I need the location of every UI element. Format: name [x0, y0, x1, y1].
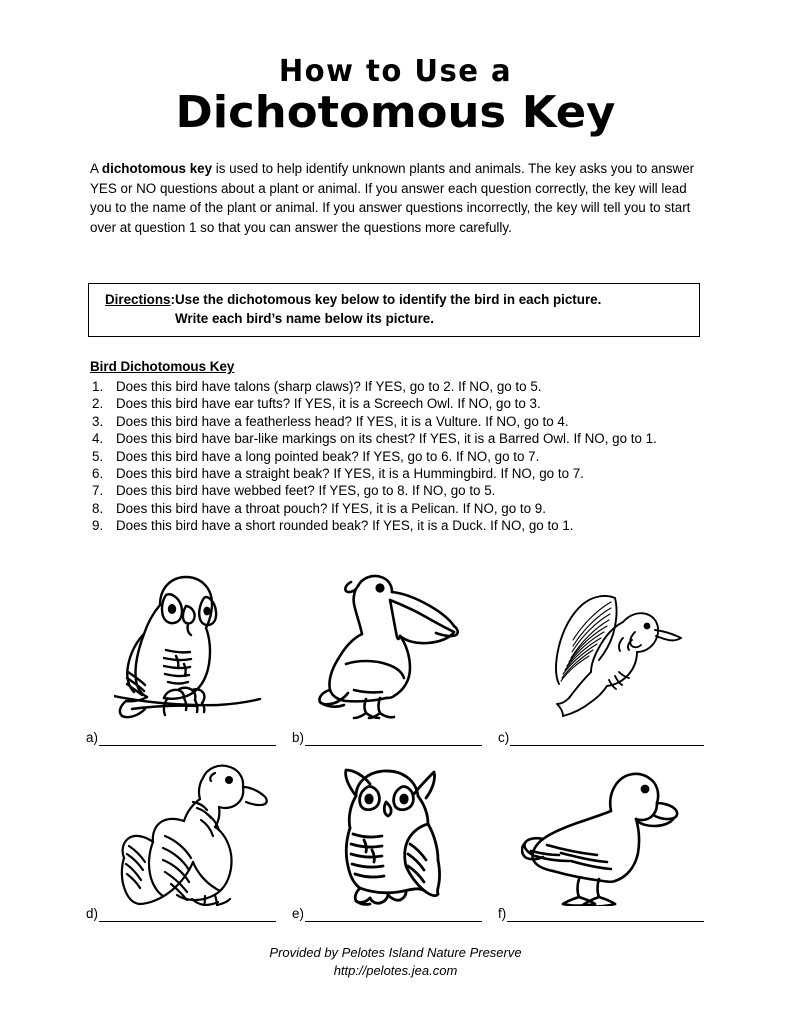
key-item-number: 7.: [92, 483, 104, 499]
key-item-text: Does this bird have talons (sharp claws)? If YES, go to 2. If NO, go to 5.: [116, 379, 542, 394]
intro-bold-term: dichotomous key: [101, 161, 213, 176]
answer-rule-a[interactable]: [99, 733, 276, 746]
directions-line-2: Write each bird’s name below its picture.: [175, 310, 434, 326]
answer-rule-c[interactable]: [510, 733, 704, 746]
key-heading: Bird Dichotomous Key: [90, 359, 235, 374]
answer-field-f[interactable]: [498, 906, 704, 922]
directions-label: [89, 291, 175, 328]
answer-label-c: c): [498, 730, 510, 745]
intro-text-before: A: [90, 161, 102, 176]
answer-rule-e[interactable]: [305, 909, 482, 922]
key-item: [90, 378, 705, 395]
bird-picture-a: [86, 562, 292, 720]
directions-line-1: Use the dichotomous key below to identify the bird in each picture.: [175, 292, 602, 307]
dichotomous-key-section: [90, 358, 705, 535]
answer-label-d: d): [86, 906, 98, 921]
key-item: [90, 517, 705, 534]
pelican-illustration: [318, 568, 473, 720]
answer-field-e[interactable]: [292, 906, 498, 922]
bird-picture-f: [498, 748, 704, 906]
key-item-text: Does this bird have a featherless head? If YES, it is a Vulture. If NO, go to 4.: [116, 413, 569, 429]
title-line-1: How to Use a: [278, 54, 513, 89]
directions-colon: :: [170, 292, 175, 307]
answer-rule-b[interactable]: [305, 733, 482, 746]
answer-field-c[interactable]: [498, 730, 704, 746]
key-item-text: Does this bird have ear tufts? If YES, it is a Screech Owl. If NO, go to 3.: [116, 396, 541, 412]
key-item: [90, 448, 705, 465]
bird-picture-c: [498, 562, 704, 720]
intro-text-after: is used to help identify unknown plants and animals. The key asks you to answer YES or NO questions about a plant or animal. If you answer each question correctly, the key will lead you to the name of the plant or animal. If you answer questions incorrectly, the key will tell you to start over at question 1 so that you can answer the questions more carefully.: [90, 161, 695, 235]
key-item-number: 3.: [92, 413, 104, 429]
key-item: [90, 413, 705, 430]
answer-lines-row-2: [86, 906, 706, 922]
title-line-2: Dichotomous Key: [175, 87, 616, 138]
intro-paragraph: [90, 159, 707, 237]
bird-picture-row-1: [86, 562, 706, 720]
answer-field-a[interactable]: [86, 730, 292, 746]
key-item-number: 9.: [92, 518, 104, 534]
key-item-number: 1.: [92, 379, 104, 394]
key-item: [90, 465, 705, 482]
key-item: [90, 395, 705, 412]
key-item-text: Does this bird have a long pointed beak? If YES, go to 6. If NO, go to 7.: [116, 448, 540, 464]
vulture-illustration: [107, 756, 272, 906]
hummingbird-illustration: [519, 580, 684, 720]
key-item-text: Does this bird have bar-like markings on its chest? If YES, it is a Barred Owl. If NO, go to 1.: [116, 431, 657, 447]
bird-picture-row-2: [86, 748, 706, 906]
answer-label-a: a): [86, 730, 98, 745]
key-list: [90, 378, 705, 535]
key-item-number: 5.: [92, 448, 104, 464]
answer-label-b: b): [292, 730, 304, 745]
barred-owl-illustration: [114, 568, 264, 720]
answer-lines-row-1: [86, 730, 706, 746]
answer-label-f: f): [498, 906, 507, 921]
footer-url: http://pelotes.jea.com: [333, 962, 458, 978]
screech-owl-illustration: [320, 756, 470, 906]
answer-rule-d[interactable]: [99, 909, 276, 922]
key-item: [90, 430, 705, 447]
bird-picture-e: [292, 748, 498, 906]
key-item-number: 8.: [92, 500, 104, 516]
directions-box: [88, 283, 700, 337]
answer-rule-f[interactable]: [507, 909, 704, 922]
footer: [0, 944, 791, 979]
key-item-number: 2.: [92, 396, 104, 412]
key-item-text: Does this bird have a throat pouch? If YES, it is a Pelican. If NO, go to 9.: [116, 500, 546, 516]
bird-picture-d: [86, 748, 292, 906]
answer-label-e: e): [292, 906, 304, 921]
bird-picture-b: [292, 562, 498, 720]
answer-field-b[interactable]: [292, 730, 498, 746]
key-item: [90, 500, 705, 517]
key-item: [90, 482, 705, 499]
directions-label-text: Directions: [105, 292, 171, 307]
key-item-number: 4.: [92, 431, 104, 447]
key-item-text: Does this bird have a straight beak? If YES, it is a Hummingbird. If NO, go to 7.: [116, 466, 584, 482]
key-item-text: Does this bird have webbed feet? If YES, go to 8. If NO, go to 5.: [116, 483, 496, 499]
key-item-text: Does this bird have a short rounded beak? If YES, it is a Duck. If NO, go to 1.: [116, 518, 574, 534]
footer-attribution: Provided by Pelotes Island Nature Preserve: [269, 945, 522, 960]
key-item-number: 6.: [92, 466, 104, 482]
page-title: [0, 0, 791, 137]
answer-field-d[interactable]: [86, 906, 292, 922]
duck-illustration: [521, 761, 681, 906]
